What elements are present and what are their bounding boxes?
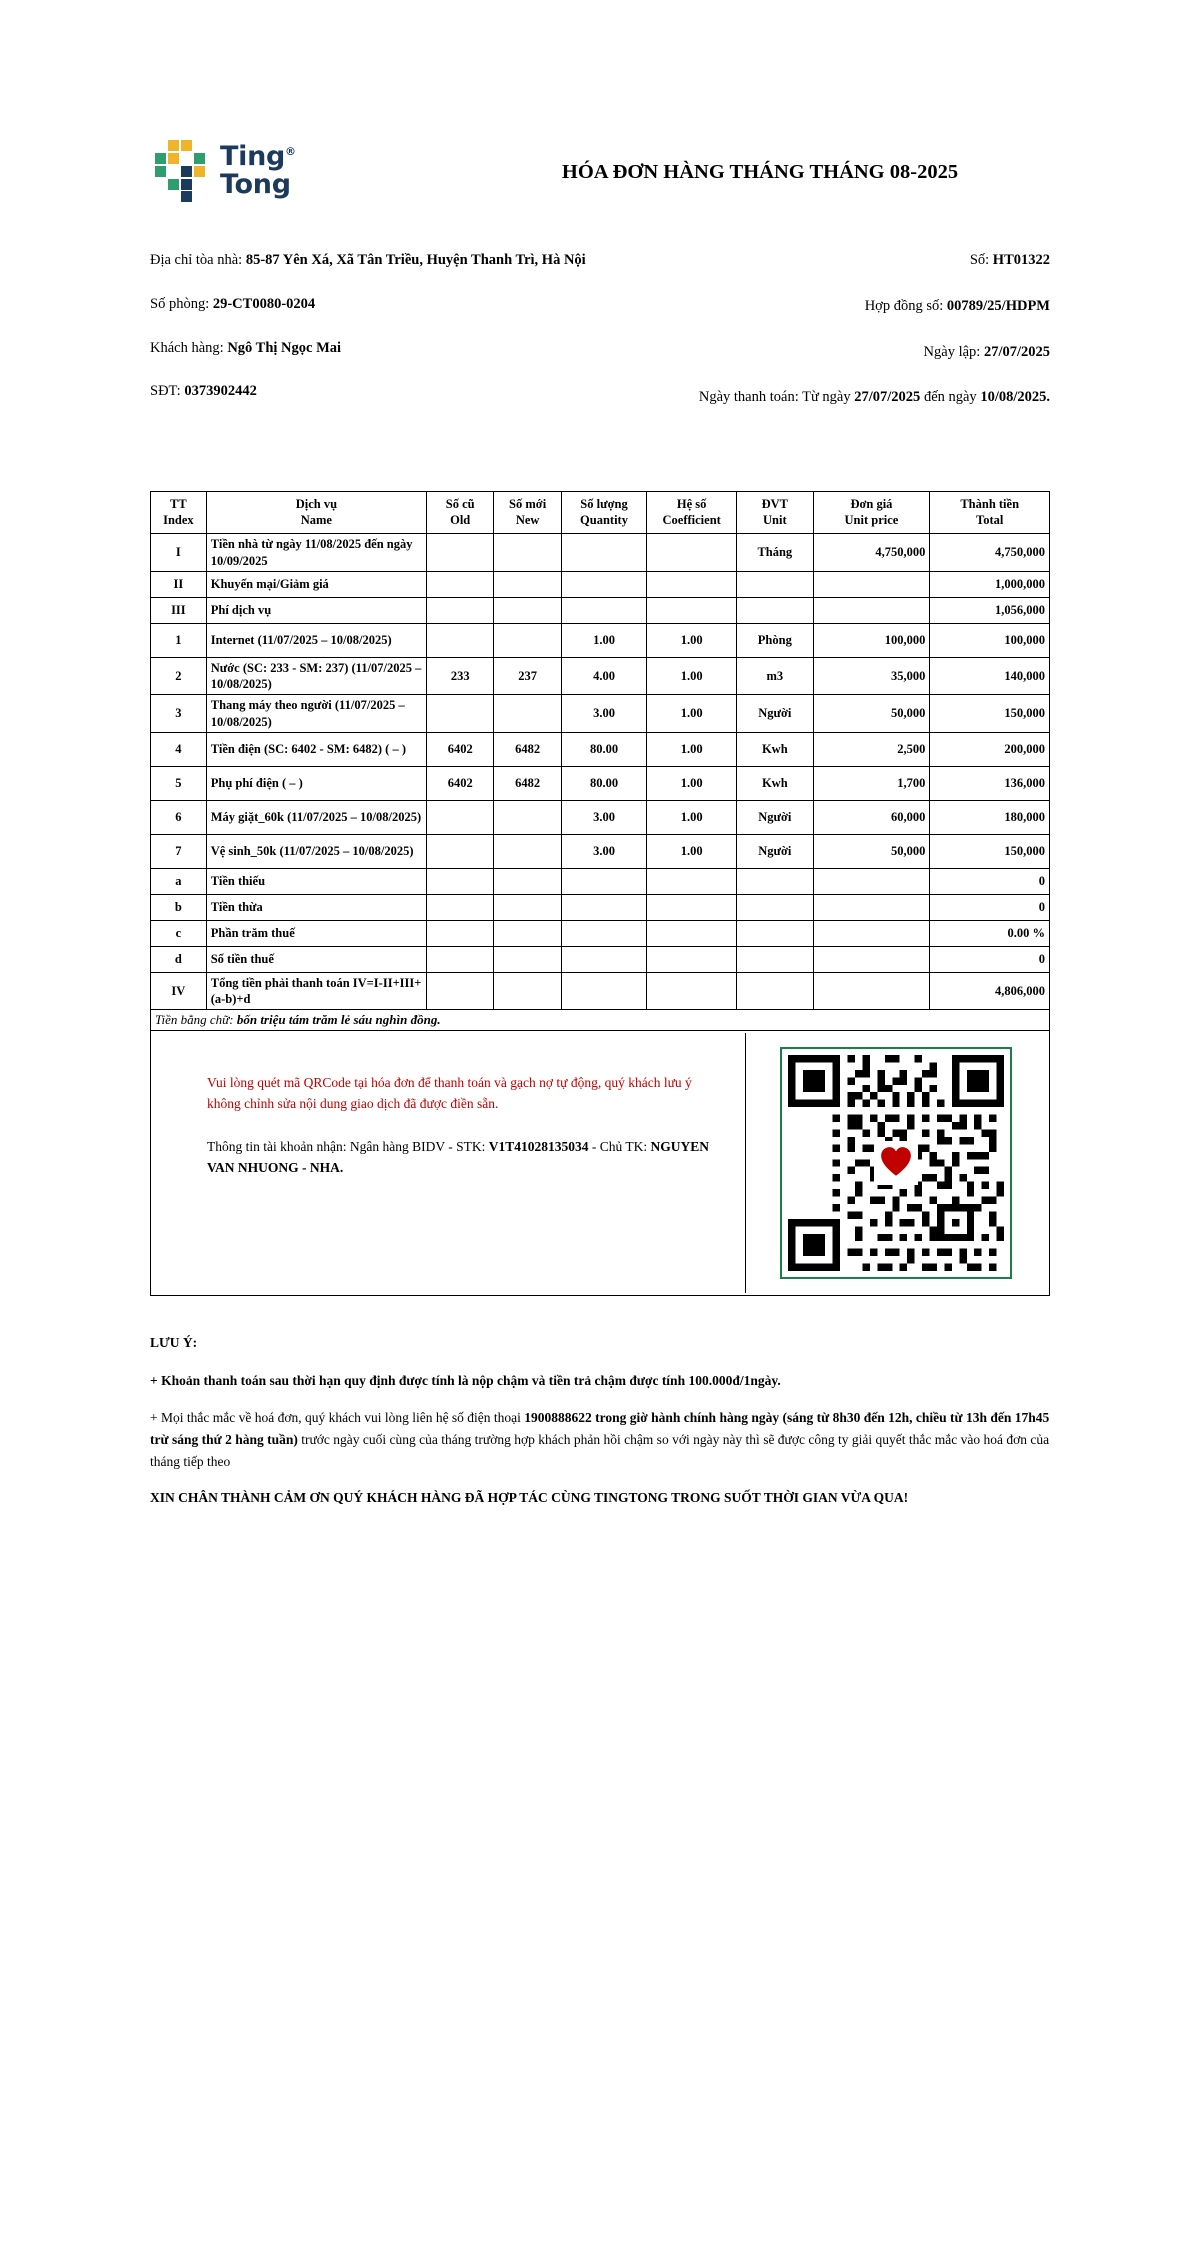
row-coef: 1.00 bbox=[647, 766, 737, 800]
row-new bbox=[494, 534, 561, 572]
row-coef bbox=[647, 894, 737, 920]
table-row-grand-total bbox=[151, 972, 1050, 1010]
row-index: II bbox=[151, 571, 207, 597]
th-unit-price: Đơn giá Unit price bbox=[813, 492, 930, 534]
row-price: 2,500 bbox=[813, 732, 930, 766]
row-coef: 1.00 bbox=[647, 800, 737, 834]
phone-value: 0373902442 bbox=[184, 383, 257, 400]
contract-number-label: Hợp đồng số: bbox=[864, 297, 947, 314]
row-old bbox=[426, 894, 493, 920]
customer-label: Khách hàng: bbox=[150, 339, 228, 356]
row-qty bbox=[561, 920, 646, 946]
row-index: 7 bbox=[151, 834, 207, 868]
issue-date-value: 27/07/2025 bbox=[983, 343, 1050, 360]
row-new bbox=[494, 597, 561, 623]
row-old: 6402 bbox=[426, 766, 493, 800]
payment-period-from: 27/07/2025 bbox=[854, 389, 921, 406]
building-address-label: Địa chỉ tòa nhà: bbox=[150, 252, 246, 268]
payment-period-row bbox=[654, 387, 1050, 409]
row-qty bbox=[561, 571, 646, 597]
row-name: Phụ phí điện ( – ) bbox=[206, 766, 426, 800]
row-old: 6402 bbox=[426, 732, 493, 766]
row-unit: Người bbox=[737, 695, 813, 733]
bank-account-info bbox=[207, 1137, 719, 1179]
row-old bbox=[426, 800, 493, 834]
row-name: Internet (11/07/2025 – 10/08/2025) bbox=[206, 623, 426, 657]
invoice-table bbox=[150, 491, 1050, 1296]
row-unit bbox=[737, 868, 813, 894]
th-name: Dịch vụ Name bbox=[206, 492, 426, 534]
row-index: b bbox=[151, 894, 207, 920]
invoice-meta bbox=[0, 202, 1200, 433]
row-price bbox=[813, 597, 930, 623]
row-new: 6482 bbox=[494, 766, 561, 800]
th-index: TT Index bbox=[151, 492, 207, 534]
brand-reg-mark: ® bbox=[285, 144, 296, 158]
row-coef: 1.00 bbox=[647, 695, 737, 733]
row-total: 1,056,000 bbox=[930, 597, 1050, 623]
customer-row bbox=[150, 338, 654, 360]
invoice-table-header-row bbox=[151, 492, 1050, 534]
row-index: 4 bbox=[151, 732, 207, 766]
building-address-row bbox=[150, 250, 654, 272]
note-item-2 bbox=[150, 1407, 1050, 1472]
note-item-2-hotline: 1900888622 trong giờ hành chính hàng ngày (sáng từ 8h30 đến 12h, chiều từ 13h đến 17h45 trừ sáng thứ 2 hàng tuần) bbox=[150, 1410, 1050, 1448]
row-price bbox=[813, 946, 930, 972]
row-name: Tiền thiếu bbox=[206, 868, 426, 894]
payment-qr-cell bbox=[151, 1031, 1050, 1296]
row-price: 1,700 bbox=[813, 766, 930, 800]
row-total: 140,000 bbox=[930, 657, 1050, 695]
th-total: Thành tiền Total bbox=[930, 492, 1050, 534]
row-qty bbox=[561, 597, 646, 623]
row-new bbox=[494, 695, 561, 733]
row-unit: Tháng bbox=[737, 534, 813, 572]
row-total: 4,806,000 bbox=[930, 972, 1050, 1010]
meta-right-column bbox=[654, 250, 1050, 433]
row-unit bbox=[737, 972, 813, 1010]
contract-number-value: 00789/25/HDPM bbox=[946, 297, 1050, 314]
row-unit: Người bbox=[737, 800, 813, 834]
row-unit bbox=[737, 597, 813, 623]
row-unit: Kwh bbox=[737, 766, 813, 800]
row-coef bbox=[647, 571, 737, 597]
payment-period-label: Ngày thanh toán: Từ ngày bbox=[698, 389, 855, 406]
table-row bbox=[151, 894, 1050, 920]
invoice-number-label: Số: bbox=[969, 252, 993, 268]
row-qty: 80.00 bbox=[561, 732, 646, 766]
contract-number-row bbox=[654, 296, 1050, 318]
row-total: 4,750,000 bbox=[930, 534, 1050, 572]
row-old bbox=[426, 946, 493, 972]
row-new bbox=[494, 868, 561, 894]
row-unit bbox=[737, 894, 813, 920]
row-old bbox=[426, 623, 493, 657]
row-index: 6 bbox=[151, 800, 207, 834]
row-name: Tổng tiền phải thanh toán IV=I-II+III+(a-b)+d bbox=[206, 972, 426, 1010]
row-old bbox=[426, 695, 493, 733]
table-row bbox=[151, 623, 1050, 657]
row-index: 3 bbox=[151, 695, 207, 733]
meta-left-column bbox=[150, 250, 654, 433]
brand-line-2: Tong bbox=[220, 169, 291, 200]
row-unit: Người bbox=[737, 834, 813, 868]
bank-info-prefix: Thông tin tài khoản nhận: Ngân hàng BIDV - STK: bbox=[207, 1139, 489, 1155]
row-total: 1,000,000 bbox=[930, 571, 1050, 597]
invoice-number-row bbox=[654, 250, 1050, 272]
row-name: Tiền nhà từ ngày 11/08/2025 đến ngày 10/09/2025 bbox=[206, 534, 426, 572]
table-row bbox=[151, 800, 1050, 834]
row-old: 233 bbox=[426, 657, 493, 695]
phone-label: SĐT: bbox=[150, 383, 185, 400]
row-old bbox=[426, 834, 493, 868]
row-index: III bbox=[151, 597, 207, 623]
note-item-1: + Khoản thanh toán sau thời hạn quy định được tính là nộp chậm và tiền trả chậm được tính 100.000đ/1ngày. bbox=[150, 1372, 781, 1388]
row-old bbox=[426, 571, 493, 597]
invoice-header bbox=[0, 0, 1200, 202]
row-name: Tiền thừa bbox=[206, 894, 426, 920]
row-unit: m3 bbox=[737, 657, 813, 695]
row-new: 237 bbox=[494, 657, 561, 695]
qr-code[interactable] bbox=[780, 1047, 1012, 1279]
row-index: IV bbox=[151, 972, 207, 1010]
row-coef: 1.00 bbox=[647, 623, 737, 657]
row-index: c bbox=[151, 920, 207, 946]
row-unit: Kwh bbox=[737, 732, 813, 766]
payment-period-to: 10/08/2025. bbox=[980, 389, 1050, 406]
row-name: Thang máy theo người (11/07/2025 – 10/08/2025) bbox=[206, 695, 426, 733]
row-price: 50,000 bbox=[813, 695, 930, 733]
row-coef bbox=[647, 597, 737, 623]
bank-account-holder: NGUYEN VAN NHUONG - NHA. bbox=[207, 1139, 710, 1176]
row-qty bbox=[561, 534, 646, 572]
brand-logo bbox=[150, 140, 490, 202]
invoice-table-wrap bbox=[0, 433, 1200, 1296]
row-new bbox=[494, 972, 561, 1010]
row-coef bbox=[647, 920, 737, 946]
row-name: Khuyến mại/Giảm giá bbox=[206, 571, 426, 597]
heart-icon bbox=[874, 1141, 918, 1185]
table-row bbox=[151, 732, 1050, 766]
row-price: 60,000 bbox=[813, 800, 930, 834]
row-price bbox=[813, 571, 930, 597]
row-qty bbox=[561, 894, 646, 920]
row-new: 6482 bbox=[494, 732, 561, 766]
row-coef bbox=[647, 868, 737, 894]
invoice-table-head bbox=[151, 492, 1050, 534]
row-price bbox=[813, 894, 930, 920]
th-unit: ĐVT Unit bbox=[737, 492, 813, 534]
row-price bbox=[813, 972, 930, 1010]
row-coef: 1.00 bbox=[647, 834, 737, 868]
row-index: a bbox=[151, 868, 207, 894]
table-row bbox=[151, 946, 1050, 972]
row-old bbox=[426, 868, 493, 894]
qr-instruction-text: Vui lòng quét mã QRCode tại hóa đơn để thanh toán và gạch nợ tự động, quý khách lưu ý không chỉnh sửa nội dung giao dịch đã được điền sẵn. bbox=[207, 1075, 692, 1112]
amount-in-words-row bbox=[151, 1010, 1050, 1031]
payment-qr-row bbox=[151, 1031, 1050, 1296]
issue-date-label: Ngày lập: bbox=[923, 343, 984, 360]
row-total: 100,000 bbox=[930, 623, 1050, 657]
bank-account-number: V1T41028135034 bbox=[488, 1139, 589, 1155]
invoice-table-body bbox=[151, 534, 1050, 1296]
row-new bbox=[494, 623, 561, 657]
invoice-notes bbox=[0, 1296, 1200, 1508]
row-unit bbox=[737, 920, 813, 946]
row-qty: 4.00 bbox=[561, 657, 646, 695]
row-name: Vệ sinh_50k (11/07/2025 – 10/08/2025) bbox=[206, 834, 426, 868]
row-index: 2 bbox=[151, 657, 207, 695]
row-price bbox=[813, 868, 930, 894]
table-row bbox=[151, 571, 1050, 597]
row-price: 35,000 bbox=[813, 657, 930, 695]
issue-date-row bbox=[654, 342, 1050, 364]
note-item-2-part-a: + Mọi thắc mắc về hoá đơn, quý khách vui lòng liên hệ số điện thoại bbox=[150, 1410, 525, 1426]
table-row bbox=[151, 534, 1050, 572]
row-name: Phí dịch vụ bbox=[206, 597, 426, 623]
th-new: Số mới New bbox=[494, 492, 561, 534]
row-total: 0.00 % bbox=[930, 920, 1050, 946]
row-qty: 3.00 bbox=[561, 834, 646, 868]
row-total: 0 bbox=[930, 868, 1050, 894]
row-index: 1 bbox=[151, 623, 207, 657]
table-row bbox=[151, 920, 1050, 946]
thanks-message: XIN CHÂN THÀNH CẢM ƠN QUÝ KHÁCH HÀNG ĐÃ HỢP TÁC CÙNG TINGTONG TRONG SUỐT THỜI GIAN VỪA QUA! bbox=[150, 1490, 909, 1506]
row-coef: 1.00 bbox=[647, 732, 737, 766]
row-total: 180,000 bbox=[930, 800, 1050, 834]
row-total: 0 bbox=[930, 946, 1050, 972]
row-coef bbox=[647, 972, 737, 1010]
room-number-row bbox=[150, 294, 654, 316]
customer-value: Ngô Thị Ngọc Mai bbox=[227, 339, 342, 356]
note-item-2-part-c: trước ngày cuối cùng của tháng trường hợp khách phản hồi chậm so với ngày này thì sẽ được công ty giải quyết thắc mắc vào hoá đơn của tháng tiếp theo bbox=[150, 1432, 1050, 1469]
table-row bbox=[151, 868, 1050, 894]
row-name: Số tiền thuế bbox=[206, 946, 426, 972]
row-unit bbox=[737, 946, 813, 972]
row-qty bbox=[561, 972, 646, 1010]
payment-info bbox=[155, 1033, 745, 1293]
row-total: 0 bbox=[930, 894, 1050, 920]
row-old bbox=[426, 597, 493, 623]
row-qty: 3.00 bbox=[561, 800, 646, 834]
th-coefficient: Hệ số Coefficient bbox=[647, 492, 737, 534]
row-index: 5 bbox=[151, 766, 207, 800]
row-old bbox=[426, 920, 493, 946]
table-row bbox=[151, 695, 1050, 733]
row-name: Máy giặt_60k (11/07/2025 – 10/08/2025) bbox=[206, 800, 426, 834]
row-name: Tiền điện (SC: 6402 - SM: 6482) ( – ) bbox=[206, 732, 426, 766]
row-index: I bbox=[151, 534, 207, 572]
row-price bbox=[813, 920, 930, 946]
row-qty: 3.00 bbox=[561, 695, 646, 733]
row-qty bbox=[561, 946, 646, 972]
table-row bbox=[151, 597, 1050, 623]
phone-row bbox=[150, 381, 654, 403]
table-row bbox=[151, 657, 1050, 695]
room-number-value: 29-CT0080-0204 bbox=[212, 295, 316, 312]
row-price: 50,000 bbox=[813, 834, 930, 868]
amount-in-words-cell bbox=[151, 1010, 1050, 1031]
row-new bbox=[494, 800, 561, 834]
row-unit: Phòng bbox=[737, 623, 813, 657]
row-coef: 1.00 bbox=[647, 657, 737, 695]
row-total: 200,000 bbox=[930, 732, 1050, 766]
brand-wordmark bbox=[220, 140, 296, 200]
row-name: Phần trăm thuế bbox=[206, 920, 426, 946]
row-new bbox=[494, 946, 561, 972]
row-new bbox=[494, 894, 561, 920]
notes-title: LƯU Ý: bbox=[150, 1335, 198, 1351]
bank-info-mid: - Chủ TK: bbox=[588, 1139, 651, 1155]
row-coef bbox=[647, 946, 737, 972]
row-unit bbox=[737, 571, 813, 597]
room-number-label: Số phòng: bbox=[150, 295, 213, 312]
payment-period-mid: đến ngày bbox=[920, 389, 981, 406]
row-name: Nước (SC: 233 - SM: 237) (11/07/2025 – 10/08/2025) bbox=[206, 657, 426, 695]
row-total: 150,000 bbox=[930, 695, 1050, 733]
row-new bbox=[494, 920, 561, 946]
row-total: 136,000 bbox=[930, 766, 1050, 800]
row-index: d bbox=[151, 946, 207, 972]
row-qty: 80.00 bbox=[561, 766, 646, 800]
row-price: 4,750,000 bbox=[813, 534, 930, 572]
qr-area bbox=[745, 1033, 1045, 1293]
amount-in-words-label: Tiền bằng chữ: bbox=[155, 1012, 237, 1028]
row-price: 100,000 bbox=[813, 623, 930, 657]
table-row bbox=[151, 834, 1050, 868]
brand-line-1: Ting bbox=[220, 140, 286, 172]
table-row bbox=[151, 766, 1050, 800]
row-coef bbox=[647, 534, 737, 572]
row-new bbox=[494, 571, 561, 597]
row-old bbox=[426, 534, 493, 572]
building-address-value: 85-87 Yên Xá, Xã Tân Triều, Huyện Thanh Trì, Hà Nội bbox=[245, 252, 586, 268]
invoice-number-value: HT01322 bbox=[992, 252, 1050, 268]
th-old: Số cũ Old bbox=[426, 492, 493, 534]
row-qty: 1.00 bbox=[561, 623, 646, 657]
amount-in-words-value: bốn triệu tám trăm lẻ sáu nghìn đồng. bbox=[236, 1012, 441, 1028]
page-title: HÓA ĐƠN HÀNG THÁNG THÁNG 08-2025 bbox=[561, 161, 959, 183]
row-total: 150,000 bbox=[930, 834, 1050, 868]
row-qty bbox=[561, 868, 646, 894]
tingtong-logo-icon bbox=[150, 140, 210, 202]
th-quantity: Số lượng Quantity bbox=[561, 492, 646, 534]
row-old bbox=[426, 972, 493, 1010]
row-new bbox=[494, 834, 561, 868]
